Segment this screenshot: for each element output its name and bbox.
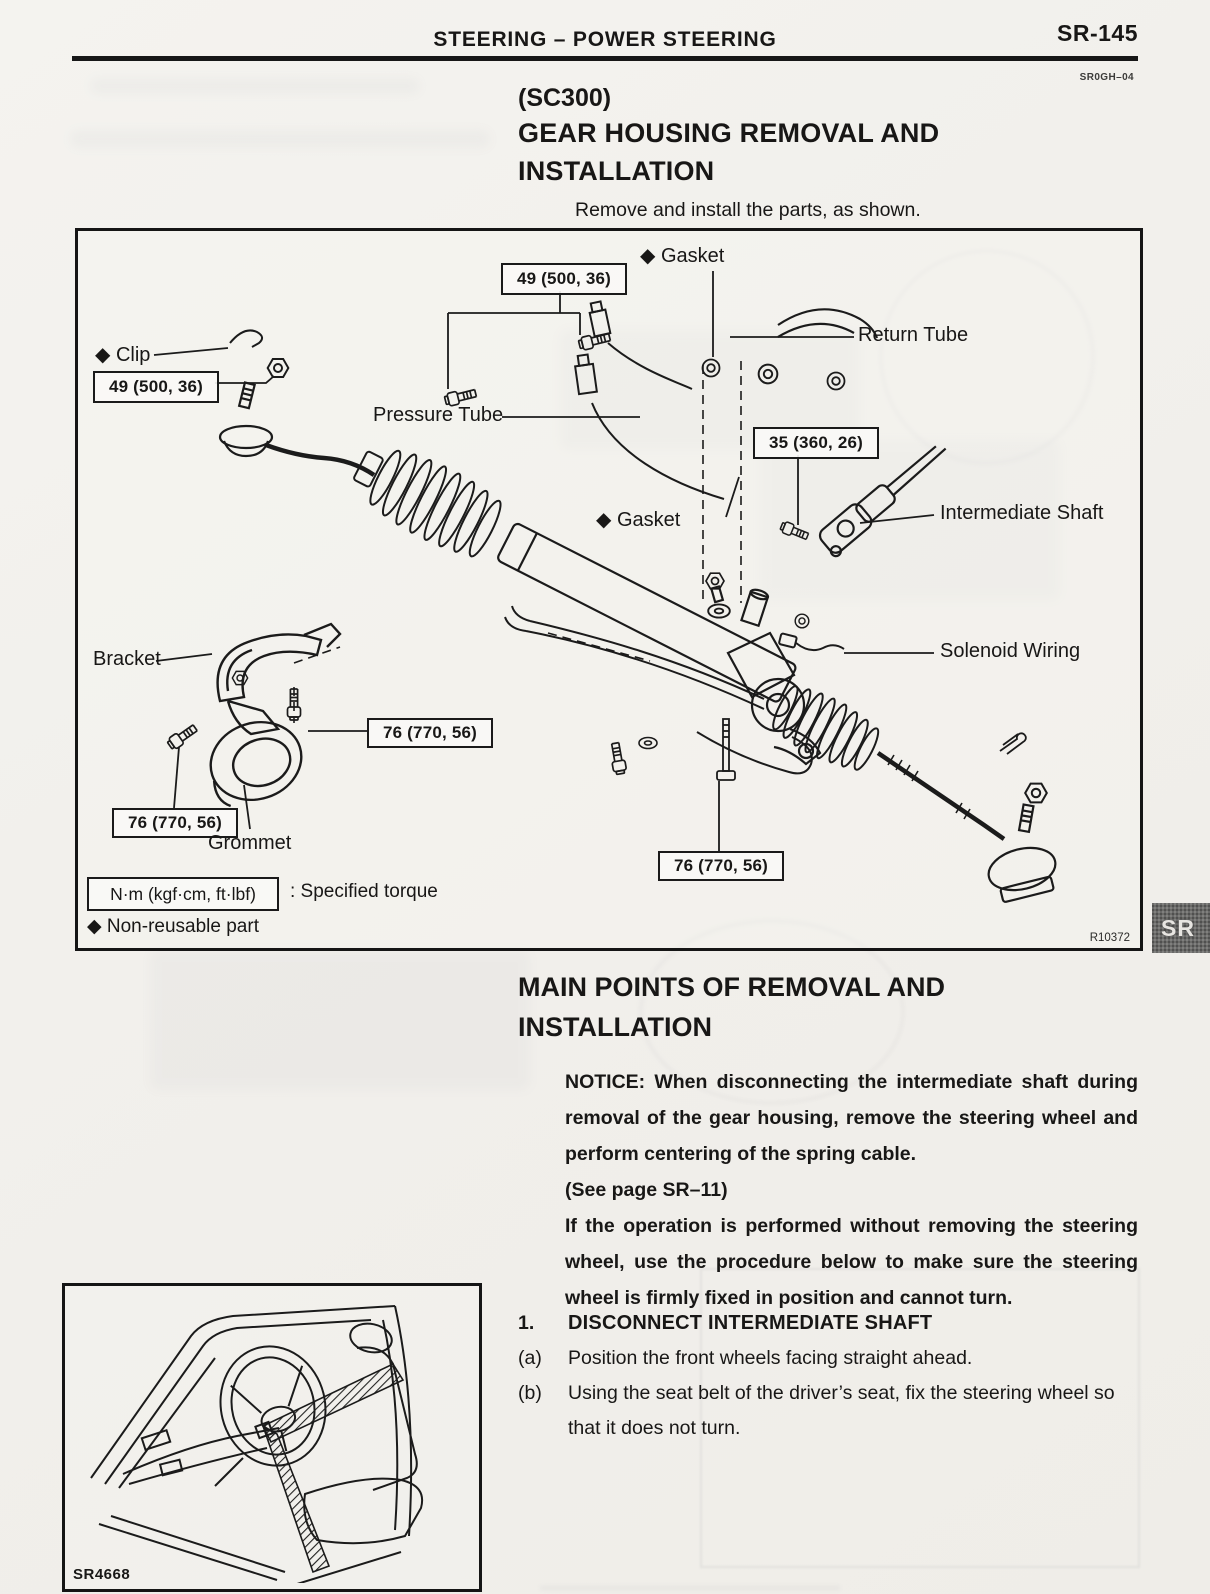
main-points-text bbox=[565, 1064, 1138, 1316]
u-joint-bolt bbox=[779, 521, 809, 542]
label-return-tube: Return Tube bbox=[858, 324, 969, 346]
scan-smudge bbox=[540, 1586, 840, 1590]
substep-text: Position the front wheels facing straight ahead. bbox=[568, 1347, 973, 1369]
non-reusable-legend: ◆ Non-reusable part bbox=[87, 916, 259, 937]
torque-value: 76 (770, 56) bbox=[127, 813, 223, 832]
notice-paragraph: NOTICE: When disconnecting the intermediate shaft during removal of the gear housing, remove the steering wheel and perform centering of the spring cable. bbox=[565, 1071, 1138, 1165]
gasket-ring bbox=[828, 373, 845, 390]
torque-unit-desc: : Specified torque bbox=[290, 881, 438, 902]
castle-nut bbox=[1025, 784, 1047, 803]
section-title-line1: GEAR HOUSING REMOVAL AND bbox=[518, 118, 940, 148]
torque-box bbox=[753, 427, 879, 459]
right-tie-rod-end bbox=[984, 805, 1062, 905]
right-tie-rod bbox=[878, 753, 1004, 839]
main-points-title-line2: INSTALLATION bbox=[518, 1012, 712, 1042]
pressure-tube-fittings bbox=[574, 301, 724, 499]
seat-belt-illustration bbox=[62, 1283, 482, 1592]
left-tie-rod-end bbox=[220, 383, 374, 475]
see-page-note: (See page SR–11) bbox=[565, 1179, 728, 1201]
torque-unit-box: N·m (kgf·cm, ft·lbf) bbox=[87, 877, 279, 911]
label-solenoid-wiring: Solenoid Wiring bbox=[940, 640, 1081, 662]
torque-box bbox=[93, 371, 219, 403]
washer bbox=[708, 604, 730, 617]
step-1a bbox=[518, 1341, 1140, 1376]
dashed-lines bbox=[294, 361, 741, 723]
torque-value: 49 (500, 36) bbox=[108, 377, 204, 396]
torque-box bbox=[501, 263, 627, 295]
header-rule bbox=[72, 56, 1138, 61]
gasket-ring bbox=[795, 614, 809, 628]
main-points-title-line1: MAIN POINTS OF REMOVAL AND bbox=[518, 972, 946, 1002]
rack-tube bbox=[496, 522, 797, 703]
torque-box bbox=[658, 851, 784, 881]
label-gasket-mid: ◆ Gasket bbox=[596, 509, 681, 531]
label-clip: ◆ Clip bbox=[95, 344, 151, 366]
gasket-ring bbox=[759, 365, 778, 384]
leader-lines bbox=[154, 271, 934, 851]
long-mount-bolt bbox=[717, 719, 735, 780]
step-number: 1. bbox=[518, 1312, 535, 1334]
torque-value: 76 (770, 56) bbox=[382, 723, 478, 742]
torque-value: 35 (360, 26) bbox=[768, 433, 864, 452]
mount-bolt bbox=[609, 742, 627, 775]
left-bellows bbox=[344, 432, 509, 565]
page-header-title: STEERING – POWER STEERING bbox=[433, 28, 777, 51]
label-intermediate-shaft: Intermediate Shaft bbox=[940, 502, 1104, 524]
grommet-drawing bbox=[199, 711, 311, 812]
label-gasket-top: ◆ Gasket bbox=[640, 245, 725, 267]
washer bbox=[639, 738, 657, 749]
scan-smudge bbox=[150, 950, 530, 1090]
page-number: SR-145 bbox=[1057, 20, 1138, 46]
section-lead: Remove and install the parts, as shown. bbox=[575, 199, 921, 221]
torque-value: 76 (770, 56) bbox=[673, 856, 769, 875]
substep-label: (a) bbox=[518, 1347, 542, 1369]
bracket-bolt bbox=[166, 722, 199, 750]
step-1b bbox=[518, 1376, 1140, 1446]
substep-text: Using the seat belt of the driver’s seat, fix the steering wheel so that it does not turn. bbox=[568, 1382, 1115, 1439]
cotter-pin bbox=[1000, 733, 1026, 754]
gasket-ring bbox=[703, 360, 720, 377]
procedure-paragraph: If the operation is performed without removing the steering wheel, use the procedure below to make sure the steering wheel is firmly fixed in position and cannot turn. bbox=[565, 1215, 1138, 1309]
doc-code: SR0GH–04 bbox=[1079, 72, 1134, 83]
exploded-view-figure bbox=[75, 228, 1143, 951]
scan-smudge bbox=[90, 78, 420, 94]
step-title: DISCONNECT INTERMEDIATE SHAFT bbox=[568, 1312, 933, 1334]
castle-nut bbox=[268, 359, 289, 377]
label-bracket: Bracket bbox=[93, 648, 161, 670]
procedure-steps bbox=[518, 1306, 1140, 1446]
car-interior-drawing bbox=[65, 1286, 473, 1583]
scan-smudge bbox=[70, 130, 490, 148]
solenoid-wiring-drawing bbox=[779, 633, 844, 650]
bracket-drawing bbox=[218, 624, 340, 734]
section-title-line2: INSTALLATION bbox=[518, 156, 715, 186]
step-1 bbox=[518, 1306, 1140, 1341]
figure-number: SR4668 bbox=[73, 1566, 131, 1583]
nut bbox=[232, 671, 247, 684]
torque-value: 49 (500, 36) bbox=[516, 269, 612, 288]
label-grommet: Grommet bbox=[208, 832, 292, 854]
figure-number: R10372 bbox=[1089, 932, 1130, 944]
label-pressure-tube: Pressure Tube bbox=[373, 404, 504, 426]
torque-box bbox=[367, 718, 493, 748]
section-tab: SR bbox=[1152, 903, 1210, 953]
model-label: (SC300) bbox=[518, 84, 612, 112]
substep-label: (b) bbox=[518, 1382, 542, 1404]
clip-drawing bbox=[230, 330, 262, 347]
